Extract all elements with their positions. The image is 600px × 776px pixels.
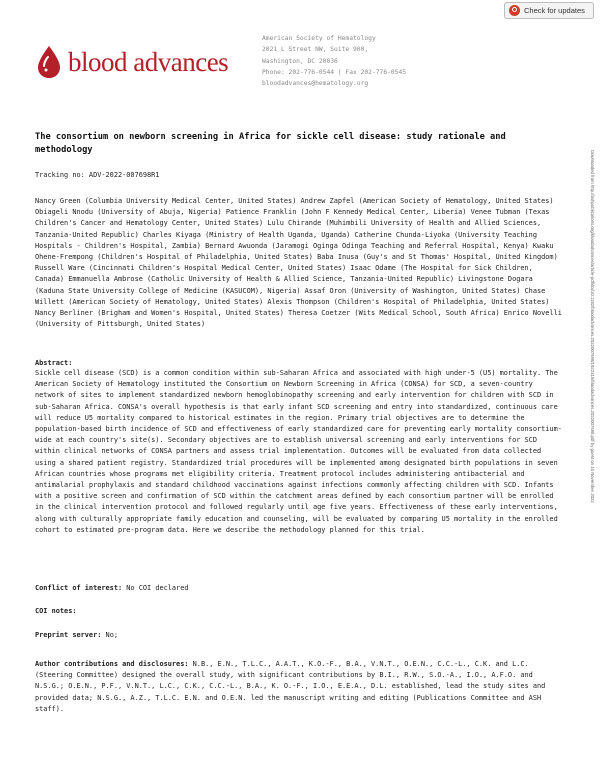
preprint-label: Preprint server:	[35, 631, 102, 639]
journal-logo	[34, 42, 228, 82]
author-contributions	[35, 659, 563, 715]
address-line: American Society of Hematology	[262, 35, 376, 42]
check-for-updates-label: Check for updates	[524, 6, 585, 15]
journal-name: blood advances	[68, 46, 229, 77]
abstract-text: Sickle cell disease (SCD) is a common condition within sub-Saharan Africa and associated with high under-5 (U5) mortality. The American Society of Hematology instituted the Consortium on Newborn Screening in Africa (CONSA) for SCD, a seven-country network of sites to implement standardized newborn hemoglobinopathy screening and early intervention for children with SCD in sub-Saharan Africa. CONSA's overall hypothesis is that early infant SCD screening and entry into standardized, continuous care will reduce U5 mortality compared to historical estimates in the region. Primary trial objectives are to determine the population-based birth incidence of SCD and effectiveness of early standardized care for preventing early mortality consortium-wide at each country's site(s). Secondary objectives are to establish universal screening and early interventions for SCD within clinical networks of CONSA partners and assess trial implementation. Outcomes will be evaluated from data collected using a shared patient registry. Standardized trial procedures will be implemented among designated birth populations in seven African countries whose programs met eligibility criteria. Treatment protocol includes administering antibacterial and antimalarial prophylaxis and standard childhood vaccinations against infections commonly affecting children with SCD. Infants with a positive screen and confirmation of SCD within the catchment areas defined by each consortium partner will be enrolled in the clinical intervention protocol and followed regularly until age five years. Effectiveness of these early interventions, along with culturally appropriate family education and counseling, will be evaluated by comparing U5 mortality in the enrolled cohort to estimated pre-program data. Here we describe the methodology planned for this trial.	[35, 369, 562, 534]
address-line: Phone: 202-776-0544 | Fax 202-776-0545	[262, 68, 407, 76]
publisher-address	[262, 33, 406, 89]
coi-label: COI notes:	[35, 607, 77, 615]
conflict-value: No COI declared	[122, 584, 189, 592]
coi-notes	[35, 606, 563, 617]
contrib-value: N.B., E.N., T.L.C., A.A.T., K.O.-F., B.A., V.N.T., O.E.N., C.C.-L., C.K. and L.C. (Steering Committee) designed the overall study, with significant contributions by B.I., R.W., S.O.-A., I.O., A.F.O. and N.S.G.; O.E.N., P.F., V.N.T., L.C., C.K., C.C.-L., B.A., K. O.-F., I.O., E.E.A., D.L. established, lead the study sites and provided data; N.S.G., A.Z., T.L.C. E.N. and O.E.N. led the manuscript writing and editing (Publications Committee and ASH staff).	[35, 660, 546, 713]
update-icon	[509, 5, 520, 16]
preprint-value: No;	[101, 631, 118, 639]
check-for-updates-badge[interactable]	[504, 2, 594, 19]
abstract-heading: Abstract:	[35, 359, 73, 367]
preprint-server	[35, 630, 563, 641]
article-title: The consortium on newborn screening in Africa for sickle cell disease: study rationale and methodology	[35, 132, 506, 155]
contrib-label: Author contributions and disclosures:	[35, 660, 189, 668]
conflict-label: Conflict of interest:	[35, 584, 123, 592]
download-notice: Downloaded from http://ashpublications.org/bloodadvances/article-pdf/doi/10.1182/bloodadvances.2022007698/1922315/bloodadvances.2022007698.pdf by guest on 10 November 2022	[590, 150, 595, 503]
address-line: Washington, DC 20036	[262, 57, 338, 65]
address-line: 2021 L Street NW, Suite 900,	[262, 46, 369, 54]
author-list: Nancy Green (Columbia University Medical Center, United States) Andrew Zapfel (American Society of Hematology, United States) Obiageli Nnodu (University of Abuja, Nigeria) Patience Franklin (John F Kennedy Medical Center, Liberia) Venee Tubman (Texas Children's Cancer and Hematology Center, United States) Lulu Chirande (Muhimbili University of Health and Allied Sciences, Tanzania-United Republic) Charles Kiyaga (Ministry of Health Uganda, Uganda) Catherine Chunda-Liyoka (University Teaching Hospitals - Children's Hospital, Zambia) Bernard Awuonda (Jaramogi Oginga Odinga Teaching and Referral Hospital, Kenya) Kwaku Ohene-Frempong (Children's Hospital of Philadelphia, United States) Baba Inusa (Guy's and St Thomas' Hospital, United Kingdom) Russell Ware (Cincinnati Children's Hospital Medical Center, United States) Isaac Odame (The Hospital for Sick Children, Canada) Emmanuella Ambrose (Catholic University of Health & Allied Science, Tanzania-United Republic) Livingstone Dogara (Kaduna State University College of Medicine (KASUCOM), Nigeria) Assaf Oron (University of Washington, United States) Chase Willett (American Society of Hematology, United States) Alexis Thompson (Children's Hospital of Philadelphia, United States) Nancy Berliner (Brigham and Women's Hospital, United States) Theresa Coetzer (Wits Medical School, South Africa) Enrico Novelli (University of Pittsburgh, United States)	[35, 197, 562, 329]
blood-drop-logo-icon	[34, 44, 64, 80]
tracking-number: Tracking no: ADV-2022-007698R1	[35, 171, 160, 179]
conflict-of-interest	[35, 583, 563, 594]
address-email[interactable]: bloodadvances@hematology.org	[262, 80, 369, 88]
